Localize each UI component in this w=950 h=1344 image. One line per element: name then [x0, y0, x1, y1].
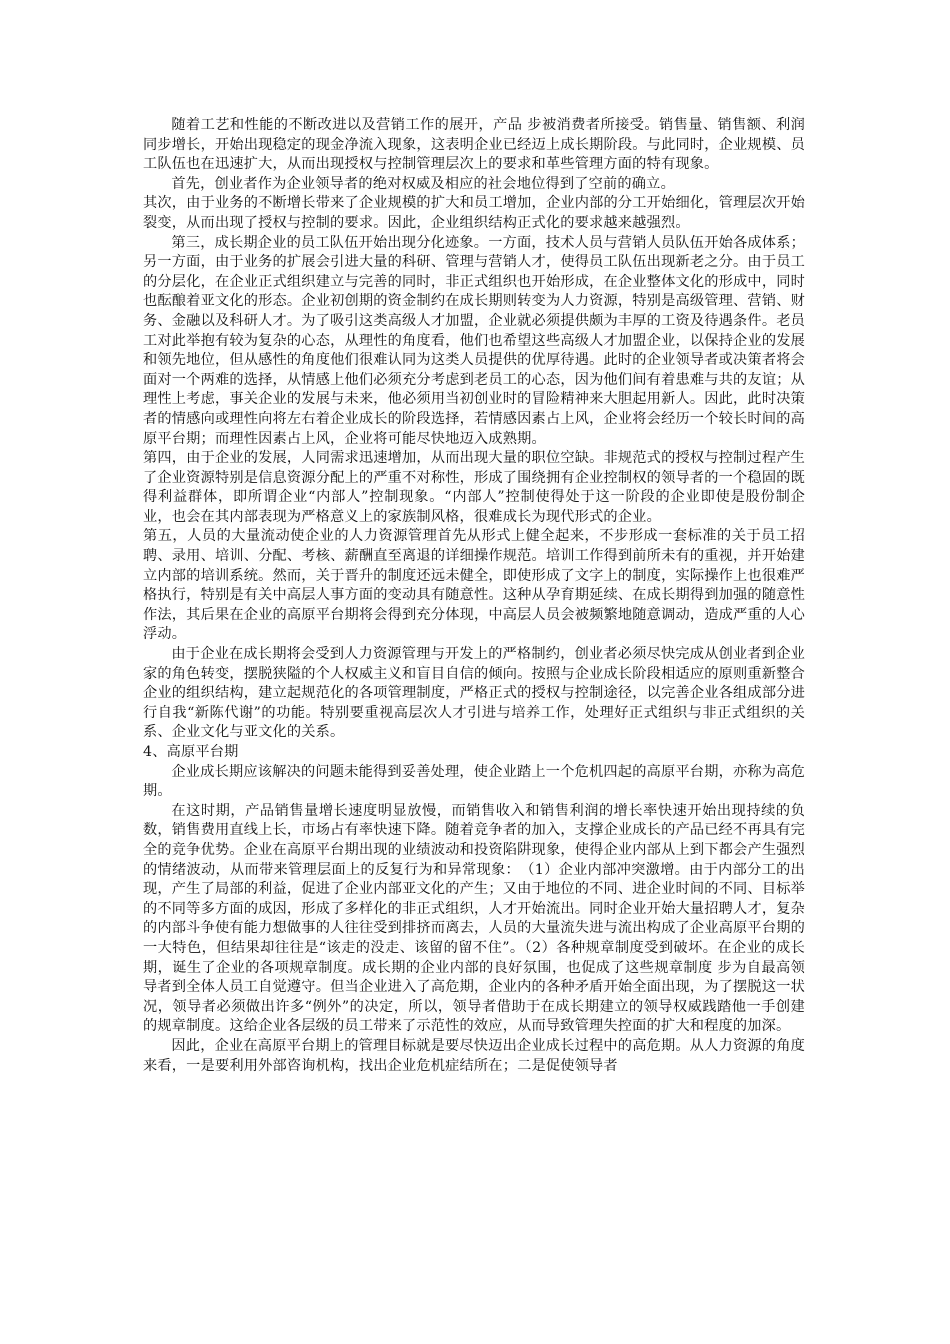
paragraph-third: 第三，成长期企业的员工队伍开始出现分化迹象。一方面，技术人员与营销人员队伍开始各成体系；另一方面，由于业务的扩展会引进大量的科研、管理与营销人才，使得员工队伍出现新老之分。由于员工的分层化，在企业正式组织建立与完善的同时，非正式组织也开始形成，在企业整体文化的形成中，同时也酝酿着亚文化的形态。企业初创期的资金制约在成长期则转变为人力资源，特别是高级管理、营销、财务、金融以及科研人才。为了吸引这类高级人才加盟，企业就必须提供颇为丰厚的工资及待遇条件。老员工对此举抱有较为复杂的心态，从理性的角度看，他们也希望这些高级人才加盟企业，以保持企业的发展和领先地位，但从感性的角度他们很难认同为这类人员提供的优厚待遇。此时的企业领导者或决策者将会面对一个两难的选择，从情感上他们必须充分考虑到老员工的心态，因为他们间有着患难与共的友谊；从理性上考虑，事关企业的发展与未来，他必须用当初创业时的冒险精神来大胆起用新人。因此，此时决策者的情感向或理性向将左右着企业成长的阶段选择，若情感因素占上风，企业将会经历一个较长时间的高原平台期；而理性因素占上风，企业将可能尽快地迈入成熟期。: [143, 234, 805, 447]
paragraph-fifth: 第五，人员的大量流动使企业的人力资源管理首先从形式上健全起来，不步形成一套标准的关于员工招聘、录用、培训、分配、考核、薪酬直至离退的详细操作规范。培训工作得到前所未有的重视，并开始建立内部的培训系统。然而，关于晋升的制度还远未健全，即使形成了文字上的制度，实际操作上也很难严格执行，特别是有关中高层人事方面的变动具有随意性。这种从孕育期延续、在成长期得到加强的随意性作法，其后果在企业的高原平台期将会得到充分体现，中高层人员会被频繁地随意调动，造成严重的人心浮动。: [143, 528, 805, 643]
paragraph-growth-intro: 随着工艺和性能的不断改进以及营销工作的展开，产品 步被消费者所接受。销售量、销售额、利润同步增长，开始出现稳定的现金净流入现象，这表明企业已经迈上成长期阶段。与此同时，企业规模、员工队伍也在迅速扩大，从而出现授权与控制管理层次上的要求和革些管理方面的特有现象。: [143, 117, 805, 173]
paragraph-fourth: 第四，由于企业的发展，人同需求迅速增加，从而出现大量的职位空缺。非规范式的授权与控制过程产生了企业资源特别是信息资源分配上的严重不对称性，形成了围绕拥有企业控制权的领导者的一个稳固的既得利益群体，即所谓企业“内部人”控制现象。“内部人”控制使得处于这一阶段的企业即使是股份制企业，也会在其内部表现为严格意义上的家族制风格，很难成长为现代形式的企业。: [143, 450, 805, 525]
paragraph-second: 其次，由于业务的不断增长带来了企业规模的扩大和员工增加，企业内部的分工开始细化，管理层次开始裂变，从而出现了授权与控制的要求。因此，企业组织结构正式化的要求越来越强烈。: [143, 195, 805, 231]
paragraph-plateau-goal: 因此，企业在高原平台期上的管理目标就是要尽快迈出企业成长过程中的高危期。从人力资源的角度来看，一是要利用外部咨询机构，找出企业危机症结所在；二是促使领导者: [143, 1037, 805, 1074]
document-body: [143, 116, 805, 1076]
paragraph-plateau-details: 在这时期，产品销售量增长速度明显放慢，而销售收入和销售利润的增长率快速开始出现持续的负数，销售费用直线上长，市场占有率快速下降。随着竞争者的加入，支撑企业成长的产品已经不再具有完全的竞争优势。企业在高原平台期出现的业绩波动和投资陷阱现象，使得企业内部从上到下都会产生强烈的情绪波动，从而带来管理层面上的反复行为和异常现象： （1）企业内部冲突激增。由于内部分工的出现，产生了局部的利益，促进了企业内部亚文化的产生；又由于地位的不同、进企业时间的不同、目标举的不同等多方面的成因，形成了多样化的非正式组织，人才开始流出。同时企业开始大量招聘人才，复杂的内部斗争使有能力想做事的人往往受到排挤而离去，人员的大量流失进与流出构成了企业高原平台期的一大特色，但结果却往往是“该走的没走、该留的留不住”。（2）各种规章制度受到破坏。在企业的成长期，诞生了企业的各项规章制度。成长期的企业内部的良好氛围，也促成了这些规章制度 步为自最高领导者到全体人员工自觉遵守。但当企业进入了高危期，企业内的各种矛盾开始全面出现，为了摆脱这一状况，领导者必须做出许多“例外”的决定，所以，领导者借助于在成长期建立的领导权威践踏他一手创建的规章制度。这给企业各层级的员工带来了示范性的效应，从而导致管理失控面的扩大和程度的加深。: [143, 802, 805, 1035]
paragraph-first: 首先，创业者作为企业领导者的绝对权威及相应的社会地位得到了空前的确立。: [171, 175, 675, 192]
paragraph-plateau-intro: 企业成长期应该解决的问题未能得到妥善处理，使企业踏上一个危机四起的高原平台期，亦称为高危期。: [143, 763, 805, 800]
section-heading-plateau: 4、高原平台期: [143, 744, 239, 760]
paragraph-growth-summary: 由于企业在成长期将会受到人力资源管理与开发上的严格制约，创业者必须尽快完成从创业者到企业家的角色转变，摆脱狭隘的个人权威主义和盲目自信的倾向。按照与企业成长阶段相适应的原则重新整合企业的组织结构，建立起规范化的各项管理制度，严格正式的授权与控制途径，以完善企业各组成部分进行自我“新陈代谢”的功能。特别要重视高层次人才引进与培养工作，处理好正式组织与非正式组织的关系、企业文化与亚文化的关系。: [143, 646, 805, 741]
